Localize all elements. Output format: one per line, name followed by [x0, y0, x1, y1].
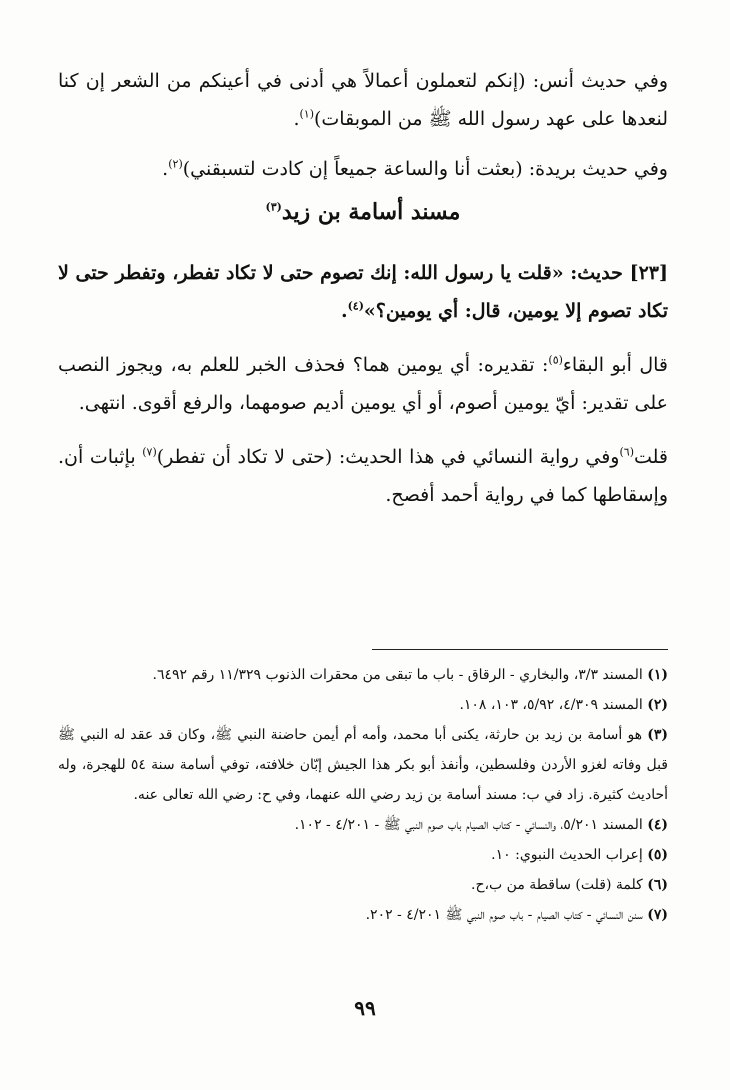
paragraph-nasai-note: قلت$^{(٦)}$وفي رواية النسائي في هذا الحديث: (حتى لا تكاد أن تفطر)$^{(٧)}$ بإثبات أن. وإسقاطها كما في رواية أحمد أفصح. [58, 445, 669, 506]
footnote-ref-1[interactable]: (١) [299, 107, 314, 121]
paragraph-anas-hadith: وفي حديث أنس: (إنكم لتعملون أعمالاً هي أدنى في أعينكم من الشعر إن كنا لنعدها على عهد رسول الله ﷺ من الموبقات)$^{(١)}$. [58, 70, 668, 130]
footnote-ref-7[interactable]: (٧) [142, 445, 157, 459]
footnote-5: (٥) إعراب الحديث النبوي: ١٠. [491, 847, 668, 863]
main-text [58, 62, 668, 514]
footnote-2: (٢) المسند ٤/٣٠٩، ٥/٩٢، ١٠٣، ١٠٨. [459, 697, 668, 713]
paragraph-burayda-hadith: وفي حديث بريدة: (بعثت أنا والساعة جميعاً إن كادت لتسبقني)$^{(٢)}$. [162, 157, 668, 180]
footnote-7: (٧) سنن النسائي - كتاب الصيام - باب صوم النبي ﷺ ٤/٢٠١ - ٢٠٢. [365, 907, 668, 923]
footnote-ref-2[interactable]: (٢) [168, 157, 183, 171]
footnote-ref-5[interactable]: (٥) [548, 353, 563, 367]
footnote-ref-3[interactable]: (٣) [265, 200, 282, 214]
section-heading: مسند أسامة بن زيد$^{(٣)}$ [265, 199, 461, 225]
footnote-3: (٣) هو أسامة بن زيد بن حارثة، يكنى أبا محمد، وأمه أم أيمن حاضنة النبي ﷺ، وكان قد عقد له النبي ﷺ قبل وفاته لغزو الأردن وفلسطين، وأنفذ أبو بكر هذا الجيش إبّان خلافته، توفي أسامة سنة ٥٤ للهجرة، وله أحاديث كثيرة. زاد في ب: مسند أسامة بن زيد رضي الله عنهما، وفي ح: رضي الله تعالى عنه. [58, 727, 669, 803]
hadith-23: [٢٣] حديث: «قلت يا رسول الله: إنك تصوم حتى لا تكاد تفطر، وتفطر حتى لا تكاد تصوم إلا يومين، قال: أي يومين؟»$^{(٤)}$. [58, 262, 668, 322]
paragraph-abu-al-baqa: قال أبو البقاء$^{(٥)}$: تقديره: أي يومين هما؟ فحذف الخبر للعلم به، ويجوز النصب على تقدير: أيّ يومين أصوم، أو أي يومين أديم صومهما، والرفع أقوى. انتهى. [58, 353, 668, 414]
footnote-ref-4[interactable]: (٤) [347, 299, 364, 313]
footnote-1: (١) المسند ٣/٣، والبخاري - الرقاق - باب ما تبقى من محقرات الذنوب ١١/٣٢٩ رقم ٦٤٩٢. [152, 667, 668, 683]
footnote-divider [372, 649, 668, 650]
page-number: ٩٩ [354, 996, 376, 1020]
footnote-6: (٦) كلمة (قلت) ساقطة من ب،ح. [471, 877, 668, 893]
footnote-ref-6[interactable]: (٦) [619, 445, 634, 459]
footnotes [58, 660, 668, 930]
footnote-4: (٤) المسند ٥/٢٠١، والنسائي - كتاب الصيام باب صوم النبي ﷺ - ٤/٢٠١ - ١٠٢. [294, 817, 668, 833]
